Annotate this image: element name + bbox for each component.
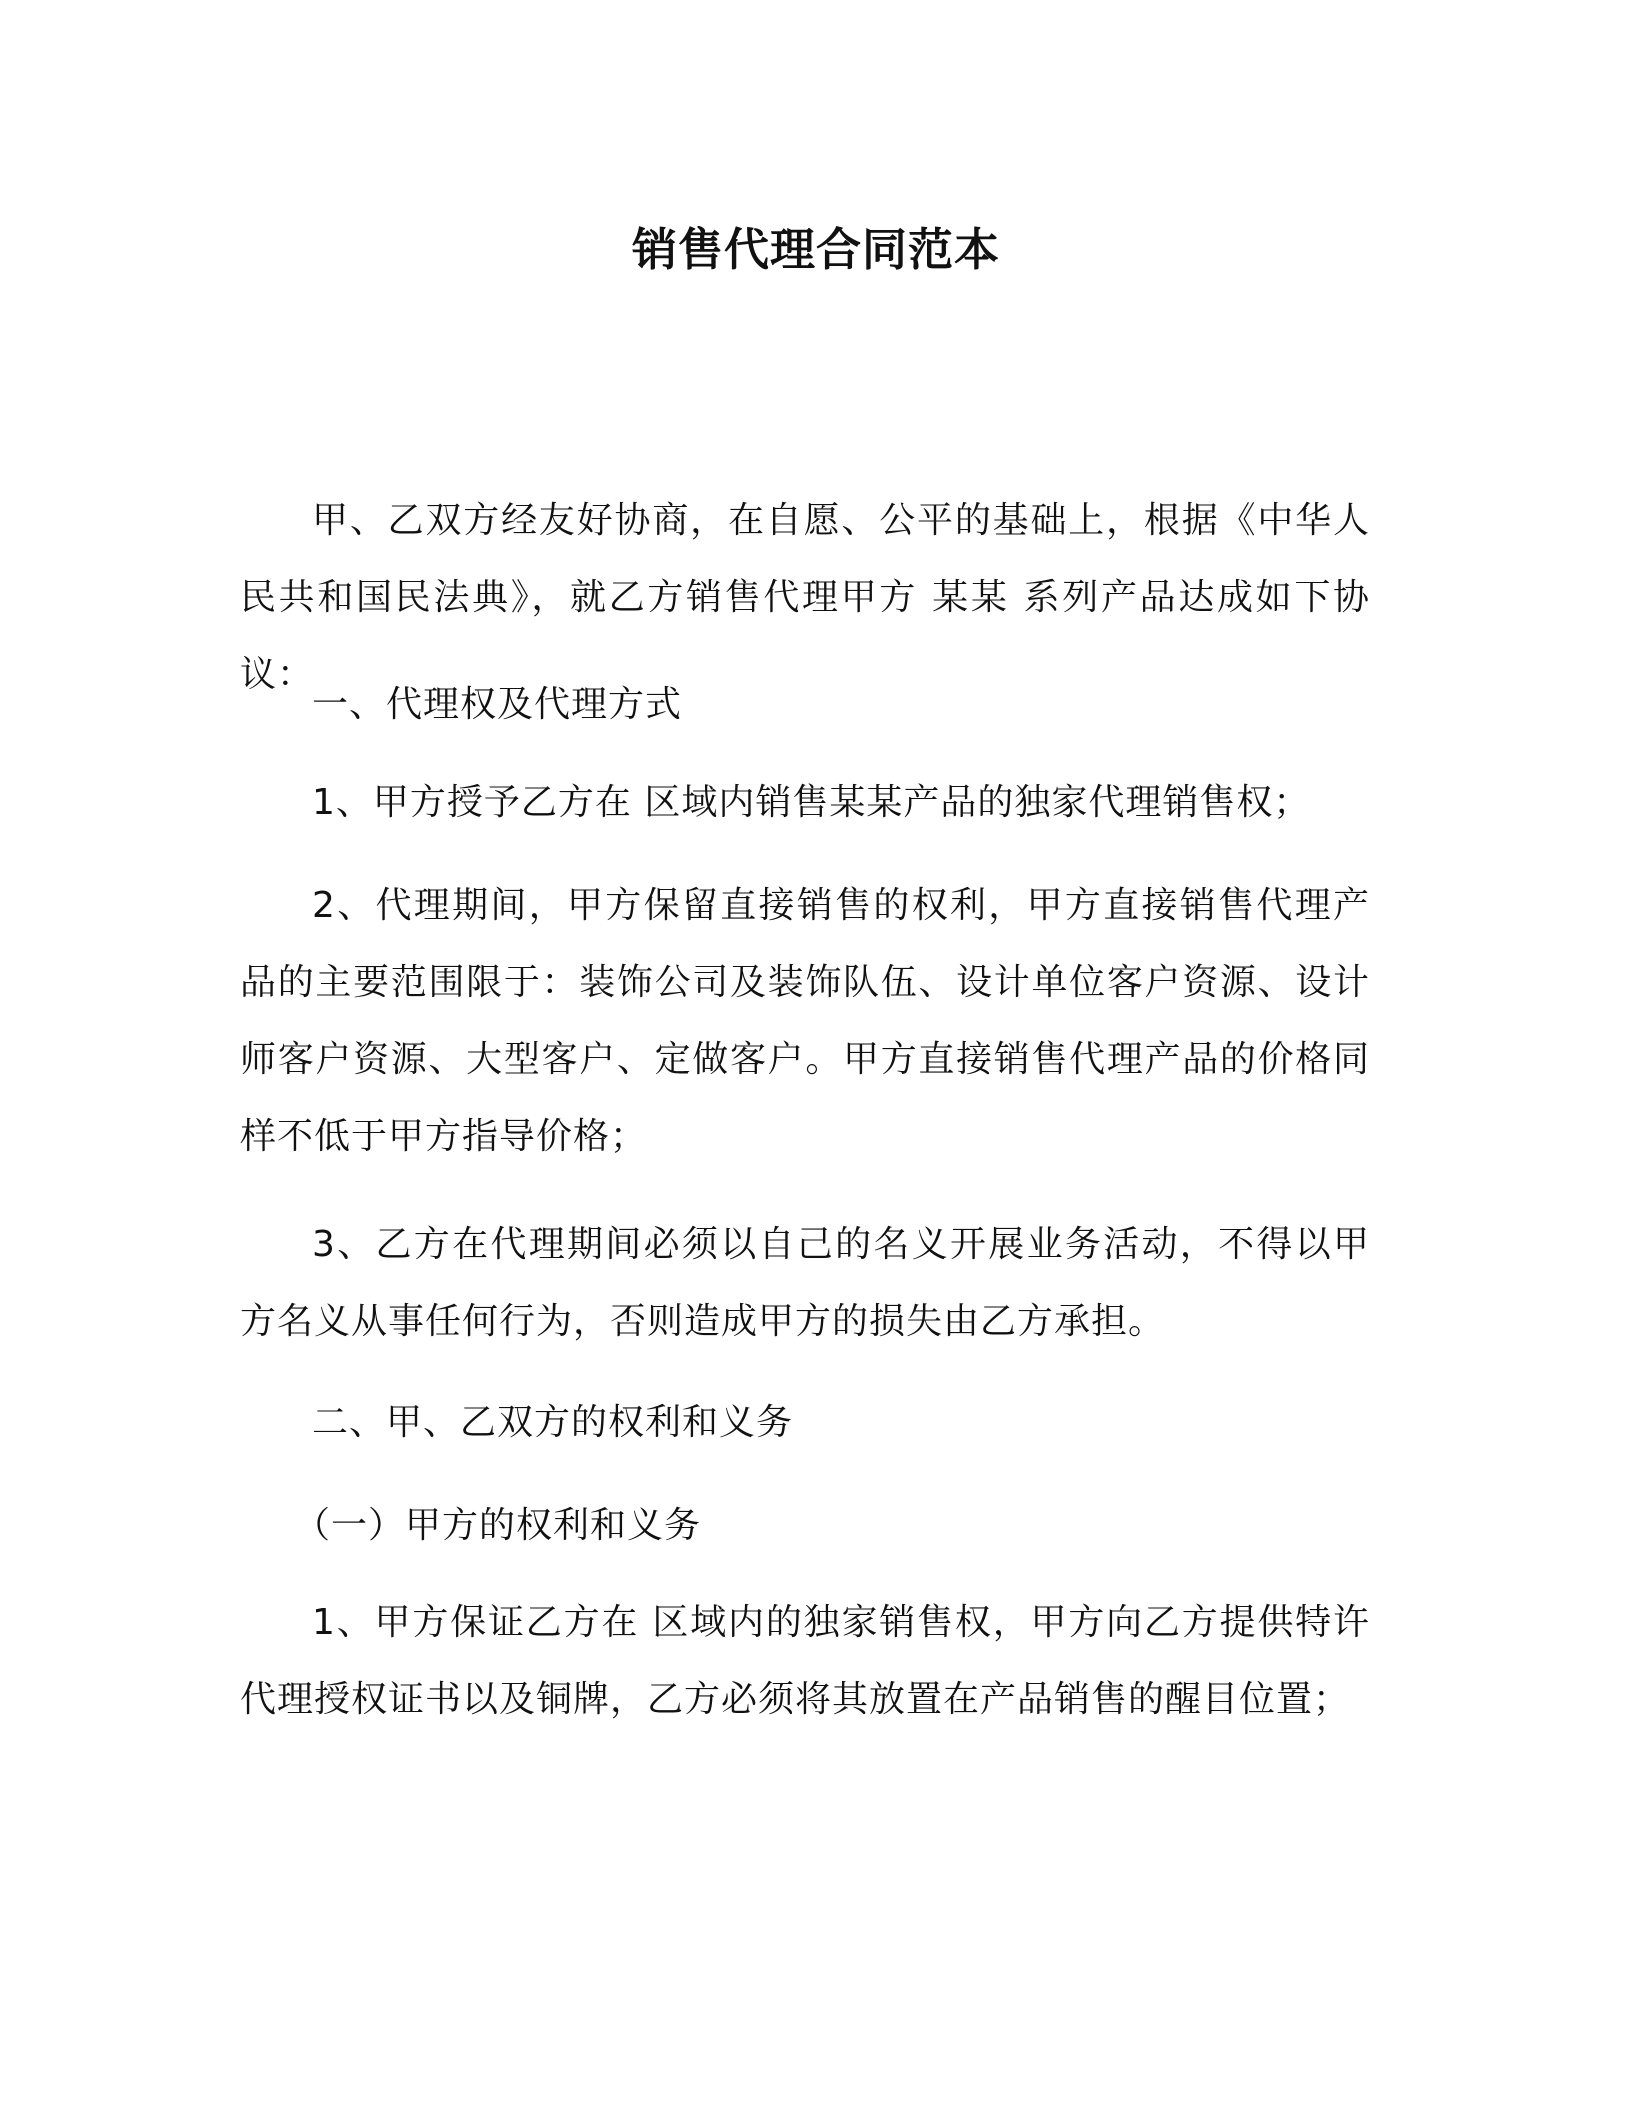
section-1-heading: 一、代理权及代理方式 (312, 684, 683, 725)
section-2-sub-1-item-1: 1、甲方保证乙方在 区域内的独家销售权，甲方向乙方提供特许代理授权证书以及铜牌，乙方必须将其放置在产品销售的醒目位置； (240, 1602, 1370, 1720)
document-title: 销售代理合同范本 (631, 223, 1000, 276)
section-1-item-2: 2、代理期间，甲方保留直接销售的权利，甲方直接销售代理产品的主要范围限于：装饰公司及装饰队伍、设计单位客户资源、设计师客户资源、大型客户、定做客户。甲方直接销售代理产品的价格同样不低于甲方指导价格； (240, 885, 1370, 1157)
intro-paragraph: 甲、乙双方经友好协商，在自愿、公平的基础上，根据《中华人民共和国民法典》，就乙方销售代理甲方 某某 系列产品达成如下协议： (240, 500, 1370, 695)
section-1-item-3: 3、乙方在代理期间必须以自己的名义开展业务活动，不得以甲方名义从事任何行为，否则造成甲方的损失由乙方承担。 (240, 1224, 1370, 1342)
section-2-heading: 二、甲、乙双方的权利和义务 (312, 1402, 794, 1443)
section-2-subheading-1: （一）甲方的权利和义务 (294, 1505, 702, 1546)
section-1-item-1: 1、甲方授予乙方在 区域内销售某某产品的独家代理销售权； (312, 782, 1311, 823)
